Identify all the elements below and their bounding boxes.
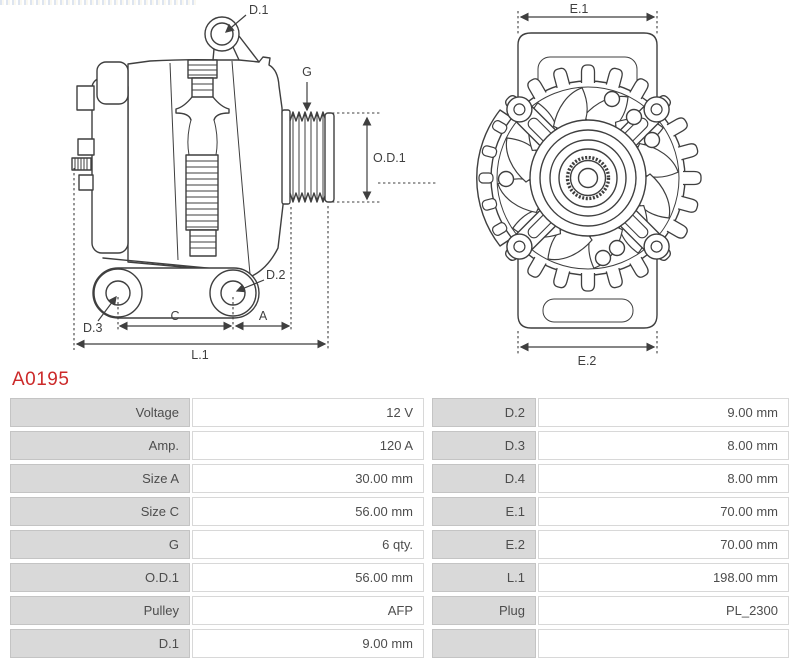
spec-label: Voltage bbox=[10, 398, 190, 427]
spec-value: 56.00 mm bbox=[192, 563, 424, 592]
front-body bbox=[477, 65, 701, 291]
hub bbox=[530, 120, 646, 236]
side-rear-housing bbox=[72, 62, 128, 253]
spec-label: L.1 bbox=[432, 563, 536, 592]
spec-label: Size C bbox=[10, 497, 190, 526]
label-e2: E.2 bbox=[577, 354, 597, 368]
spec-value: 198.00 mm bbox=[538, 563, 789, 592]
label-a: A bbox=[258, 309, 268, 323]
spec-value: 8.00 mm bbox=[538, 464, 789, 493]
spec-value: PL_2300 bbox=[538, 596, 789, 625]
spec-label: E.1 bbox=[432, 497, 536, 526]
spec-value bbox=[538, 629, 789, 658]
spec-label: E.2 bbox=[432, 530, 536, 559]
spec-value: 56.00 mm bbox=[192, 497, 424, 526]
alternator-side-view-diagram bbox=[0, 0, 450, 370]
d1-boss bbox=[205, 17, 239, 60]
spec-table bbox=[10, 398, 789, 658]
label-e1: E.1 bbox=[569, 2, 589, 16]
pulley bbox=[282, 110, 334, 204]
spec-label: O.D.1 bbox=[10, 563, 190, 592]
spec-label: G bbox=[10, 530, 190, 559]
side-body bbox=[128, 36, 283, 276]
spec-value: 6 qty. bbox=[192, 530, 424, 559]
spec-value: 8.00 mm bbox=[538, 431, 789, 460]
spec-label: D.3 bbox=[432, 431, 536, 460]
spec-value: 70.00 mm bbox=[538, 530, 789, 559]
spec-value: 9.00 mm bbox=[192, 629, 424, 658]
spec-value: 9.00 mm bbox=[538, 398, 789, 427]
spec-value: 70.00 mm bbox=[538, 497, 789, 526]
spec-value: 120 A bbox=[192, 431, 424, 460]
spec-label: Amp. bbox=[10, 431, 190, 460]
spec-label: Plug bbox=[432, 596, 536, 625]
spec-label bbox=[432, 629, 536, 658]
spec-value: 12 V bbox=[192, 398, 424, 427]
label-d2: D.2 bbox=[266, 268, 286, 282]
spec-label: D.1 bbox=[10, 629, 190, 658]
spec-label: D.2 bbox=[432, 398, 536, 427]
terminal-block bbox=[72, 158, 91, 170]
alternator-front-view-diagram bbox=[450, 0, 800, 370]
spec-label: Pulley bbox=[10, 596, 190, 625]
label-od1: O.D.1 bbox=[373, 151, 406, 165]
spec-value: 30.00 mm bbox=[192, 464, 424, 493]
spec-label: D.4 bbox=[432, 464, 536, 493]
label-l1: L.1 bbox=[191, 348, 209, 362]
spec-value: AFP bbox=[192, 596, 424, 625]
spec-label: Size A bbox=[10, 464, 190, 493]
label-g: G bbox=[302, 65, 312, 79]
label-d3: D.3 bbox=[83, 321, 103, 335]
shaft-center-hole bbox=[579, 169, 598, 188]
label-c: C bbox=[170, 309, 180, 323]
label-d1: D.1 bbox=[249, 3, 269, 17]
part-number: A0195 bbox=[12, 369, 70, 390]
